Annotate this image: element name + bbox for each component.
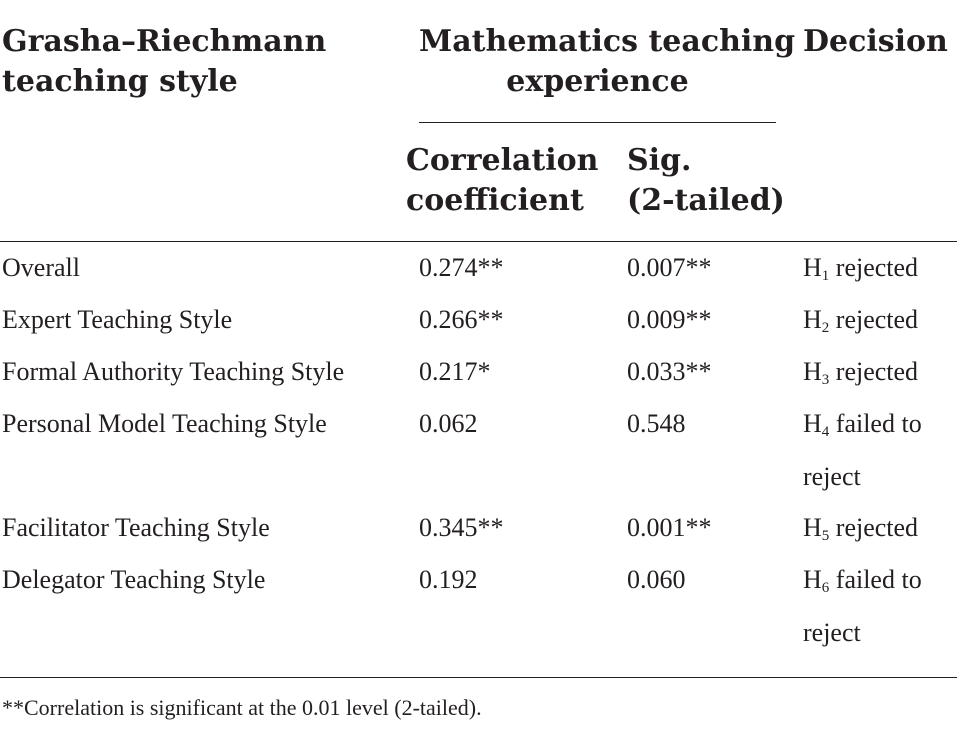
table-footnote: **Correlation is significant at the 0.01 level (2-tailed). bbox=[2, 695, 482, 720]
table-bottom-rule bbox=[0, 677, 957, 678]
header-bottom-rule bbox=[0, 241, 957, 242]
row-sig-formal-authority: 0.033** bbox=[627, 357, 712, 386]
row-sig-expert: 0.009** bbox=[627, 305, 712, 334]
header-teaching-style: Grasha–Riechmann teaching style bbox=[2, 24, 327, 99]
row-correlation-facilitator: 0.345** bbox=[419, 513, 504, 542]
header-group-rule bbox=[419, 122, 776, 123]
row-decision-expert: $H_2$ rejected bbox=[803, 305, 919, 336]
row-sig-overall: 0.007** bbox=[627, 253, 712, 282]
row-correlation-formal-authority: 0.217* bbox=[419, 357, 491, 386]
row-correlation-personal-model: 0.062 bbox=[419, 409, 478, 438]
row-sig-delegator: 0.060 bbox=[627, 565, 686, 594]
row-style-personal-model: Personal Model Teaching Style bbox=[2, 409, 327, 438]
row-style-facilitator: Facilitator Teaching Style bbox=[2, 513, 270, 542]
row-correlation-expert: 0.266** bbox=[419, 305, 504, 334]
row-decision-personal-model-line2: reject bbox=[803, 462, 861, 491]
row-sig-facilitator: 0.001** bbox=[627, 513, 712, 542]
row-decision-formal-authority: $H_3$ rejected bbox=[803, 357, 919, 388]
row-decision-overall: $H_1$ rejected bbox=[803, 253, 919, 284]
row-style-formal-authority: Formal Authority Teaching Style bbox=[2, 357, 345, 386]
header-decision: Decision bbox=[803, 24, 948, 59]
row-sig-personal-model: 0.548 bbox=[627, 409, 686, 438]
row-style-overall: Overall bbox=[2, 253, 80, 282]
header-sig-2-tailed: Sig. (2-tailed) bbox=[627, 143, 785, 218]
header-correlation-coefficient: Correlation coefficient bbox=[406, 143, 599, 218]
row-decision-delegator-line2: reject bbox=[803, 618, 861, 647]
row-style-expert: Expert Teaching Style bbox=[2, 305, 233, 334]
row-style-delegator: Delegator Teaching Style bbox=[2, 565, 266, 594]
header-experience-group: Mathematics teaching experience bbox=[419, 24, 796, 99]
row-decision-personal-model: $H_4$ failed to bbox=[803, 409, 922, 440]
row-decision-facilitator: $H_5$ rejected bbox=[803, 513, 919, 544]
row-correlation-delegator: 0.192 bbox=[419, 565, 478, 594]
row-correlation-overall: 0.274** bbox=[419, 253, 504, 282]
row-decision-delegator: $H_6$ failed to bbox=[803, 565, 922, 596]
